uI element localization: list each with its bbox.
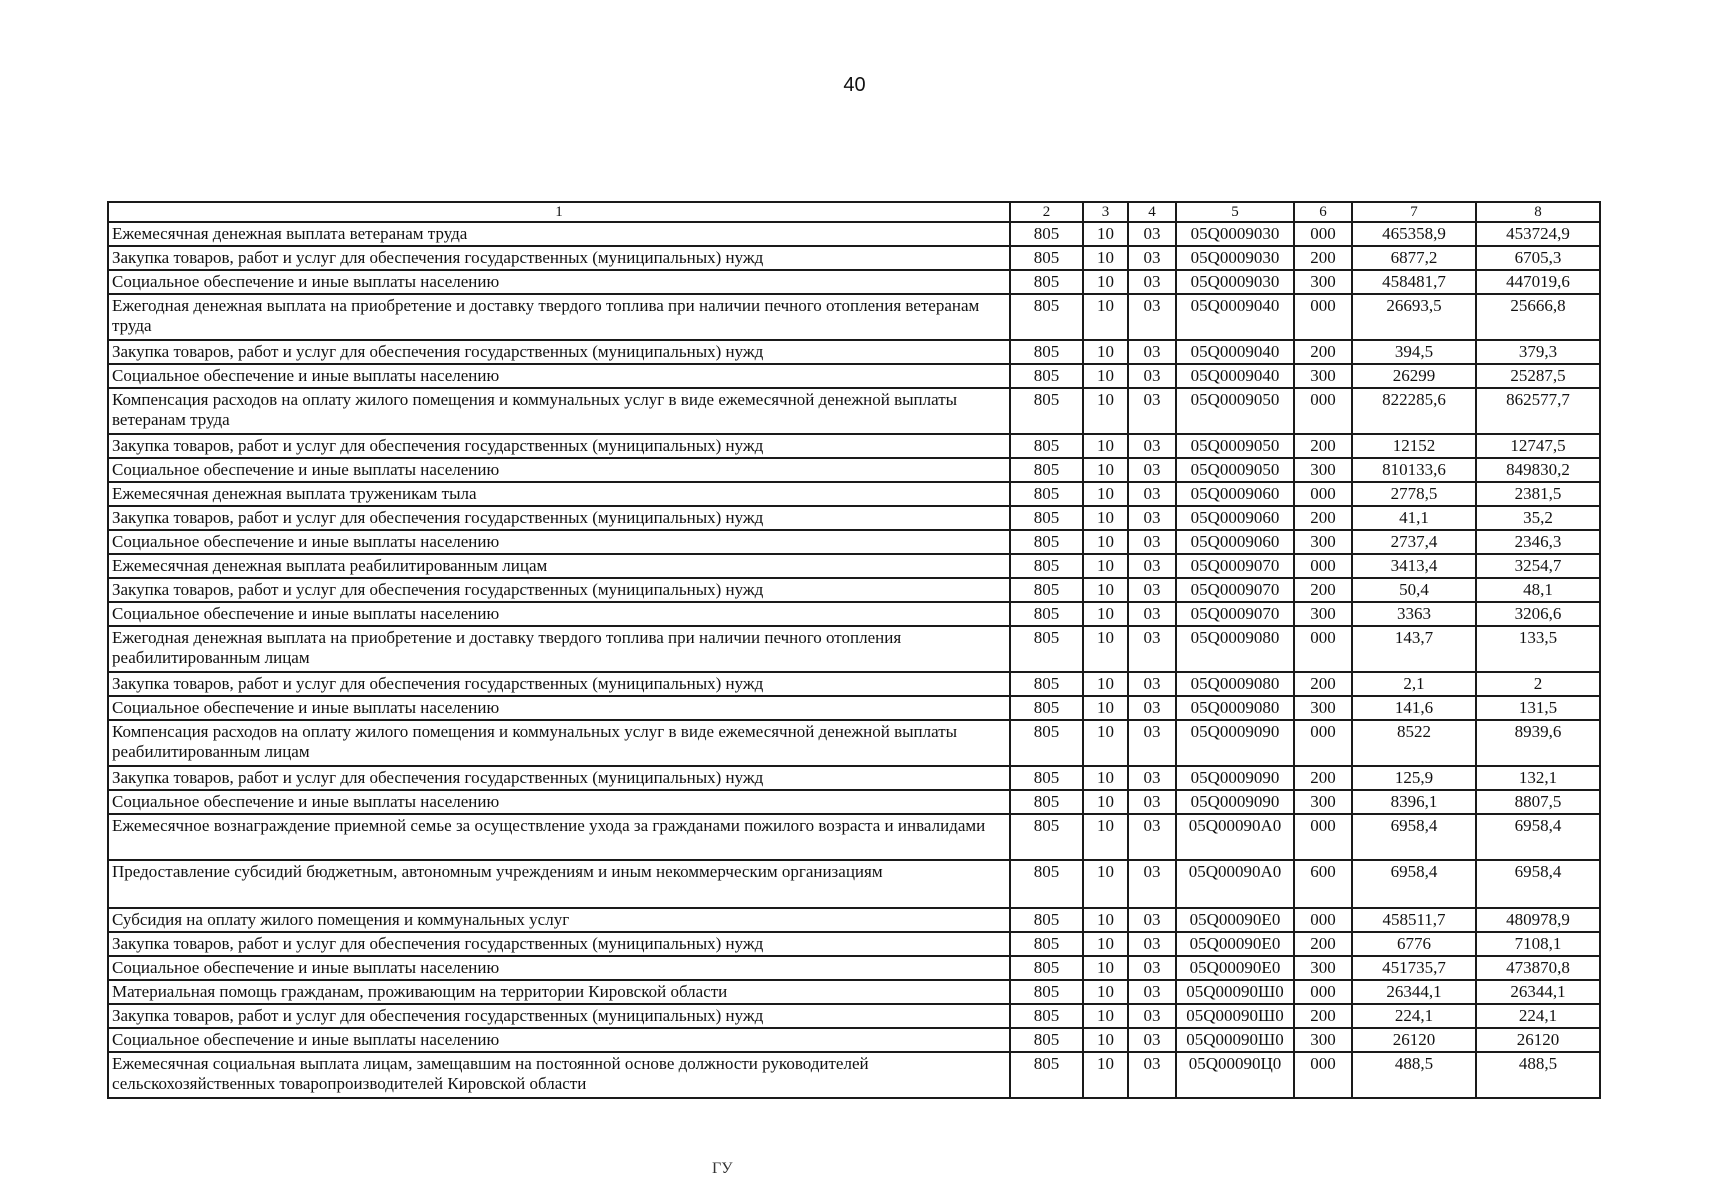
expense-type-cell: 000 [1294,908,1352,932]
expense-type-cell: 000 [1294,554,1352,578]
table-row [108,814,1600,860]
subsection-code-cell: 03 [1128,814,1176,860]
expense-type-cell: 300 [1294,956,1352,980]
ministry-code-cell: 805 [1010,720,1083,766]
target-code-cell: 05Q0009080 [1176,626,1294,672]
target-code-cell: 05Q0009090 [1176,766,1294,790]
ministry-code-cell: 805 [1010,222,1083,246]
expense-type-cell: 000 [1294,720,1352,766]
table-row [108,908,1600,932]
table-row [108,506,1600,530]
amount-col7-cell: 810133,6 [1352,458,1476,482]
section-code-cell: 10 [1083,270,1128,294]
section-code-cell: 10 [1083,506,1128,530]
item-name-cell: Ежемесячная денежная выплата труженикам тыла [108,482,1010,506]
item-name-cell: Закупка товаров, работ и услуг для обеспечения государственных (муниципальных) нужд [108,506,1010,530]
section-code-cell: 10 [1083,1028,1128,1052]
amount-col8-cell: 453724,9 [1476,222,1600,246]
item-name-cell: Закупка товаров, работ и услуг для обеспечения государственных (муниципальных) нужд [108,434,1010,458]
header-cell: 3 [1083,202,1128,222]
ministry-code-cell: 805 [1010,814,1083,860]
amount-col7-cell: 465358,9 [1352,222,1476,246]
ministry-code-cell: 805 [1010,270,1083,294]
subsection-code-cell: 03 [1128,1028,1176,1052]
subsection-code-cell: 03 [1128,578,1176,602]
ministry-code-cell: 805 [1010,766,1083,790]
section-code-cell: 10 [1083,434,1128,458]
amount-col7-cell: 6776 [1352,932,1476,956]
expense-type-cell: 300 [1294,270,1352,294]
subsection-code-cell: 03 [1128,720,1176,766]
item-name-cell: Предоставление субсидий бюджетным, автономным учреждениям и иным некоммерческим организациям [108,860,1010,908]
table-row [108,294,1600,340]
amount-col7-cell: 6877,2 [1352,246,1476,270]
header-cell: 2 [1010,202,1083,222]
ministry-code-cell: 805 [1010,246,1083,270]
table-row [108,222,1600,246]
amount-col8-cell: 25666,8 [1476,294,1600,340]
section-code-cell: 10 [1083,530,1128,554]
amount-col7-cell: 2778,5 [1352,482,1476,506]
table-row [108,1028,1600,1052]
amount-col8-cell: 26344,1 [1476,980,1600,1004]
item-name-cell: Закупка товаров, работ и услуг для обеспечения государственных (муниципальных) нужд [108,578,1010,602]
subsection-code-cell: 03 [1128,1004,1176,1028]
item-name-cell: Ежегодная денежная выплата на приобретение и доставку твердого топлива при наличии печного отопления реабилитированным лицам [108,626,1010,672]
table-row [108,482,1600,506]
ministry-code-cell: 805 [1010,364,1083,388]
item-name-cell: Материальная помощь гражданам, проживающим на территории Кировской области [108,980,1010,1004]
subsection-code-cell: 03 [1128,1052,1176,1098]
table-row [108,434,1600,458]
subsection-code-cell: 03 [1128,482,1176,506]
target-code-cell: 05Q0009040 [1176,294,1294,340]
target-code-cell: 05Q0009080 [1176,696,1294,720]
section-code-cell: 10 [1083,246,1128,270]
table-row [108,530,1600,554]
amount-col8-cell: 3254,7 [1476,554,1600,578]
subsection-code-cell: 03 [1128,246,1176,270]
table-row [108,270,1600,294]
amount-col8-cell: 447019,6 [1476,270,1600,294]
subsection-code-cell: 03 [1128,222,1176,246]
amount-col7-cell: 125,9 [1352,766,1476,790]
item-name-cell: Социальное обеспечение и иные выплаты населению [108,956,1010,980]
expense-type-cell: 000 [1294,388,1352,434]
amount-col8-cell: 488,5 [1476,1052,1600,1098]
ministry-code-cell: 805 [1010,956,1083,980]
ministry-code-cell: 805 [1010,1004,1083,1028]
amount-col7-cell: 141,6 [1352,696,1476,720]
item-name-cell: Ежемесячная социальная выплата лицам, замещавшим на постоянной основе должности руководителей сельскохозяйственных товаропроизводителей Кировской области [108,1052,1010,1098]
target-code-cell: 05Q0009040 [1176,364,1294,388]
section-code-cell: 10 [1083,340,1128,364]
table-header-row [108,202,1600,222]
item-name-cell: Ежемесячное вознаграждение приемной семье за осуществление ухода за гражданами пожилого возраста и инвалидами [108,814,1010,860]
target-code-cell: 05Q0009060 [1176,506,1294,530]
amount-col8-cell: 133,5 [1476,626,1600,672]
subsection-code-cell: 03 [1128,388,1176,434]
expense-type-cell: 000 [1294,482,1352,506]
amount-col8-cell: 7108,1 [1476,932,1600,956]
section-code-cell: 10 [1083,696,1128,720]
section-code-cell: 10 [1083,364,1128,388]
ministry-code-cell: 805 [1010,980,1083,1004]
subsection-code-cell: 03 [1128,506,1176,530]
section-code-cell: 10 [1083,908,1128,932]
ministry-code-cell: 805 [1010,554,1083,578]
amount-col7-cell: 3363 [1352,602,1476,626]
section-code-cell: 10 [1083,766,1128,790]
section-code-cell: 10 [1083,554,1128,578]
amount-col7-cell: 12152 [1352,434,1476,458]
header-cell: 1 [108,202,1010,222]
subsection-code-cell: 03 [1128,364,1176,388]
header-cell: 6 [1294,202,1352,222]
expense-type-cell: 300 [1294,790,1352,814]
amount-col7-cell: 50,4 [1352,578,1476,602]
subsection-code-cell: 03 [1128,434,1176,458]
section-code-cell: 10 [1083,814,1128,860]
expense-type-cell: 000 [1294,626,1352,672]
subsection-code-cell: 03 [1128,530,1176,554]
table-row [108,956,1600,980]
ministry-code-cell: 805 [1010,434,1083,458]
expense-type-cell: 300 [1294,364,1352,388]
ministry-code-cell: 805 [1010,294,1083,340]
amount-col8-cell: 2346,3 [1476,530,1600,554]
expense-type-cell: 200 [1294,578,1352,602]
amount-col8-cell: 473870,8 [1476,956,1600,980]
section-code-cell: 10 [1083,458,1128,482]
amount-col7-cell: 8522 [1352,720,1476,766]
target-code-cell: 05Q0009070 [1176,578,1294,602]
item-name-cell: Компенсация расходов на оплату жилого помещения и коммунальных услуг в виде ежемесячной денежной выплаты ветеранам труда [108,388,1010,434]
item-name-cell: Компенсация расходов на оплату жилого помещения и коммунальных услуг в виде ежемесячной денежной выплаты реабилитированным лицам [108,720,1010,766]
section-code-cell: 10 [1083,578,1128,602]
item-name-cell: Ежемесячная денежная выплата ветеранам труда [108,222,1010,246]
item-name-cell: Закупка товаров, работ и услуг для обеспечения государственных (муниципальных) нужд [108,340,1010,364]
amount-col8-cell: 6958,4 [1476,814,1600,860]
item-name-cell: Социальное обеспечение и иные выплаты населению [108,270,1010,294]
header-cell: 7 [1352,202,1476,222]
subsection-code-cell: 03 [1128,672,1176,696]
item-name-cell: Социальное обеспечение и иные выплаты населению [108,530,1010,554]
amount-col7-cell: 26299 [1352,364,1476,388]
subsection-code-cell: 03 [1128,980,1176,1004]
expense-type-cell: 200 [1294,932,1352,956]
item-name-cell: Социальное обеспечение и иные выплаты населению [108,364,1010,388]
expense-type-cell: 200 [1294,766,1352,790]
expense-type-cell: 200 [1294,506,1352,530]
expense-type-cell: 300 [1294,458,1352,482]
page-number: 40 [843,74,866,96]
expense-type-cell: 200 [1294,246,1352,270]
item-name-cell: Закупка товаров, работ и услуг для обеспечения государственных (муниципальных) нужд [108,932,1010,956]
amount-col7-cell: 451735,7 [1352,956,1476,980]
target-code-cell: 05Q00090E0 [1176,956,1294,980]
amount-col8-cell: 132,1 [1476,766,1600,790]
section-code-cell: 10 [1083,1052,1128,1098]
amount-col7-cell: 8396,1 [1352,790,1476,814]
expense-type-cell: 000 [1294,1052,1352,1098]
expense-type-cell: 000 [1294,980,1352,1004]
section-code-cell: 10 [1083,388,1128,434]
amount-col7-cell: 41,1 [1352,506,1476,530]
item-name-cell: Субсидия на оплату жилого помещения и коммунальных услуг [108,908,1010,932]
subsection-code-cell: 03 [1128,790,1176,814]
amount-col8-cell: 8939,6 [1476,720,1600,766]
subsection-code-cell: 03 [1128,766,1176,790]
item-name-cell: Социальное обеспечение и иные выплаты населению [108,696,1010,720]
amount-col7-cell: 26344,1 [1352,980,1476,1004]
amount-col7-cell: 394,5 [1352,340,1476,364]
ministry-code-cell: 805 [1010,1028,1083,1052]
amount-col7-cell: 458511,7 [1352,908,1476,932]
target-code-cell: 05Q0009050 [1176,458,1294,482]
section-code-cell: 10 [1083,672,1128,696]
amount-col7-cell: 26120 [1352,1028,1476,1052]
ministry-code-cell: 805 [1010,482,1083,506]
table-row [108,554,1600,578]
table-row [108,860,1600,908]
amount-col8-cell: 849830,2 [1476,458,1600,482]
target-code-cell: 05Q00090Ш0 [1176,980,1294,1004]
section-code-cell: 10 [1083,932,1128,956]
section-code-cell: 10 [1083,790,1128,814]
header-cell: 4 [1128,202,1176,222]
amount-col7-cell: 143,7 [1352,626,1476,672]
subsection-code-cell: 03 [1128,860,1176,908]
table-row [108,790,1600,814]
amount-col8-cell: 2 [1476,672,1600,696]
amount-col7-cell: 6958,4 [1352,814,1476,860]
amount-col8-cell: 6705,3 [1476,246,1600,270]
expense-type-cell: 600 [1294,860,1352,908]
header-cell: 8 [1476,202,1600,222]
item-name-cell: Социальное обеспечение и иные выплаты населению [108,602,1010,626]
amount-col7-cell: 822285,6 [1352,388,1476,434]
target-code-cell: 05Q0009050 [1176,388,1294,434]
target-code-cell: 05Q0009060 [1176,530,1294,554]
subsection-code-cell: 03 [1128,458,1176,482]
amount-col8-cell: 3206,6 [1476,602,1600,626]
item-name-cell: Социальное обеспечение и иные выплаты населению [108,790,1010,814]
item-name-cell: Ежемесячная денежная выплата реабилитированным лицам [108,554,1010,578]
item-name-cell: Ежегодная денежная выплата на приобретение и доставку твердого топлива при наличии печного отопления ветеранам труда [108,294,1010,340]
section-code-cell: 10 [1083,294,1128,340]
section-code-cell: 10 [1083,860,1128,908]
ministry-code-cell: 805 [1010,790,1083,814]
table-row [108,672,1600,696]
ministry-code-cell: 805 [1010,530,1083,554]
section-code-cell: 10 [1083,956,1128,980]
item-name-cell: Закупка товаров, работ и услуг для обеспечения государственных (муниципальных) нужд [108,1004,1010,1028]
ministry-code-cell: 805 [1010,578,1083,602]
expense-type-cell: 300 [1294,602,1352,626]
item-name-cell: Социальное обеспечение и иные выплаты населению [108,458,1010,482]
amount-col7-cell: 224,1 [1352,1004,1476,1028]
amount-col8-cell: 48,1 [1476,578,1600,602]
ministry-code-cell: 805 [1010,340,1083,364]
subsection-code-cell: 03 [1128,696,1176,720]
amount-col8-cell: 224,1 [1476,1004,1600,1028]
target-code-cell: 05Q00090E0 [1176,932,1294,956]
budget-table [107,201,1601,1099]
amount-col7-cell: 2,1 [1352,672,1476,696]
expense-type-cell: 200 [1294,434,1352,458]
subsection-code-cell: 03 [1128,270,1176,294]
table-body [108,222,1600,1098]
target-code-cell: 05Q00090Ш0 [1176,1004,1294,1028]
target-code-cell: 05Q0009070 [1176,602,1294,626]
amount-col7-cell: 488,5 [1352,1052,1476,1098]
ministry-code-cell: 805 [1010,602,1083,626]
subsection-code-cell: 03 [1128,626,1176,672]
target-code-cell: 05Q00090A0 [1176,814,1294,860]
header-cell: 5 [1176,202,1294,222]
subsection-code-cell: 03 [1128,340,1176,364]
item-name-cell: Закупка товаров, работ и услуг для обеспечения государственных (муниципальных) нужд [108,672,1010,696]
section-code-cell: 10 [1083,602,1128,626]
table-row [108,766,1600,790]
target-code-cell: 05Q0009080 [1176,672,1294,696]
table-row [108,1004,1600,1028]
footer-mark: ГУ [712,1160,733,1177]
table-row [108,696,1600,720]
ministry-code-cell: 805 [1010,388,1083,434]
ministry-code-cell: 805 [1010,458,1083,482]
expense-type-cell: 300 [1294,696,1352,720]
amount-col7-cell: 6958,4 [1352,860,1476,908]
table-row [108,246,1600,270]
subsection-code-cell: 03 [1128,294,1176,340]
target-code-cell: 05Q0009030 [1176,222,1294,246]
section-code-cell: 10 [1083,482,1128,506]
table-row [108,980,1600,1004]
amount-col8-cell: 131,5 [1476,696,1600,720]
ministry-code-cell: 805 [1010,1052,1083,1098]
amount-col8-cell: 8807,5 [1476,790,1600,814]
subsection-code-cell: 03 [1128,554,1176,578]
expense-type-cell: 000 [1294,814,1352,860]
amount-col7-cell: 3413,4 [1352,554,1476,578]
expense-type-cell: 200 [1294,672,1352,696]
target-code-cell: 05Q00090E0 [1176,908,1294,932]
item-name-cell: Закупка товаров, работ и услуг для обеспечения государственных (муниципальных) нужд [108,766,1010,790]
amount-col8-cell: 6958,4 [1476,860,1600,908]
section-code-cell: 10 [1083,980,1128,1004]
target-code-cell: 05Q00090A0 [1176,860,1294,908]
target-code-cell: 05Q0009060 [1176,482,1294,506]
expense-type-cell: 200 [1294,1004,1352,1028]
target-code-cell: 05Q0009030 [1176,246,1294,270]
target-code-cell: 05Q0009090 [1176,720,1294,766]
target-code-cell: 05Q0009070 [1176,554,1294,578]
subsection-code-cell: 03 [1128,908,1176,932]
section-code-cell: 10 [1083,222,1128,246]
ministry-code-cell: 805 [1010,860,1083,908]
target-code-cell: 05Q00090Ц0 [1176,1052,1294,1098]
ministry-code-cell: 805 [1010,908,1083,932]
table-row [108,932,1600,956]
table-row [108,340,1600,364]
target-code-cell: 05Q00090Ш0 [1176,1028,1294,1052]
section-code-cell: 10 [1083,720,1128,766]
ministry-code-cell: 805 [1010,626,1083,672]
amount-col8-cell: 35,2 [1476,506,1600,530]
amount-col7-cell: 2737,4 [1352,530,1476,554]
amount-col8-cell: 12747,5 [1476,434,1600,458]
amount-col8-cell: 25287,5 [1476,364,1600,388]
subsection-code-cell: 03 [1128,956,1176,980]
target-code-cell: 05Q0009040 [1176,340,1294,364]
expense-type-cell: 000 [1294,294,1352,340]
amount-col8-cell: 379,3 [1476,340,1600,364]
table-row [108,626,1600,672]
table-row [108,458,1600,482]
section-code-cell: 10 [1083,1004,1128,1028]
ministry-code-cell: 805 [1010,932,1083,956]
ministry-code-cell: 805 [1010,506,1083,530]
ministry-code-cell: 805 [1010,672,1083,696]
expense-type-cell: 300 [1294,1028,1352,1052]
section-code-cell: 10 [1083,626,1128,672]
amount-col8-cell: 480978,9 [1476,908,1600,932]
amount-col7-cell: 26693,5 [1352,294,1476,340]
amount-col8-cell: 862577,7 [1476,388,1600,434]
amount-col7-cell: 458481,7 [1352,270,1476,294]
table-row [108,364,1600,388]
amount-col8-cell: 26120 [1476,1028,1600,1052]
table-row [108,1052,1600,1098]
expense-type-cell: 300 [1294,530,1352,554]
target-code-cell: 05Q0009050 [1176,434,1294,458]
subsection-code-cell: 03 [1128,602,1176,626]
subsection-code-cell: 03 [1128,932,1176,956]
expense-type-cell: 200 [1294,340,1352,364]
expense-type-cell: 000 [1294,222,1352,246]
table-row [108,602,1600,626]
item-name-cell: Социальное обеспечение и иные выплаты населению [108,1028,1010,1052]
table-row [108,578,1600,602]
target-code-cell: 05Q0009030 [1176,270,1294,294]
ministry-code-cell: 805 [1010,696,1083,720]
target-code-cell: 05Q0009090 [1176,790,1294,814]
table-row [108,388,1600,434]
item-name-cell: Закупка товаров, работ и услуг для обеспечения государственных (муниципальных) нужд [108,246,1010,270]
table-row [108,720,1600,766]
amount-col8-cell: 2381,5 [1476,482,1600,506]
